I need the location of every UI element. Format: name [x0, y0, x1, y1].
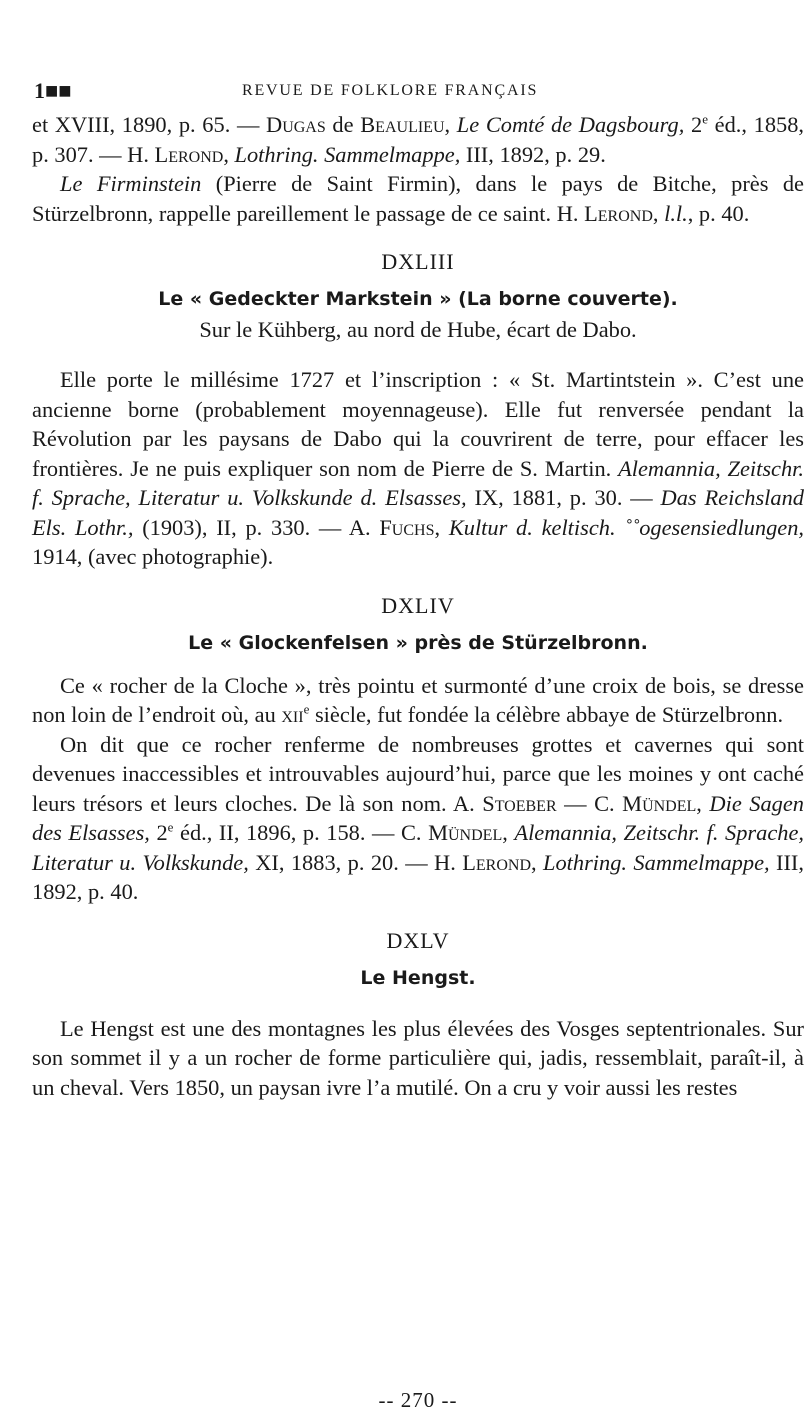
citation-title: Die Sagen des Elsasses, — [32, 790, 804, 845]
section-subtitle: Sur le Kühberg, au nord de Hube, écart de Dabo. — [199, 317, 637, 342]
citation-title: Le Firminstein — [60, 171, 202, 196]
citation-title: Lothring. Sammelmappe, — [234, 141, 461, 167]
page-number: -- 270 -- — [378, 1388, 458, 1412]
journal-title: REVUE DE FOLKLORE FRANÇAIS — [242, 82, 539, 99]
author-beaulieu: Beaulieu — [360, 112, 445, 137]
citation-title: Le Comté de Dagsbourg, — [456, 112, 685, 137]
section-number: DXLIII — [381, 249, 455, 274]
paragraph-firminstein: Le Firminstein (Pierre de Saint Firmin), dans le pays de Bitche, près de Stürzelbronn, rappelle pareillement le passage de ce saint. H. Lerond, l.l., p. 40. — [32, 171, 804, 226]
paragraph-continuation: et XVIII, 1890, p. 65. — Dugas de Beaulieu, Le Comté de Dagsbourg, 2e éd., 1858, p. 307. — H. Lerond, Lothring. Sammelmappe, III, 1892, p. 29. — [32, 111, 805, 167]
citation-title: Kultur d. keltisch. ˚˚ogesensiedlungen, — [448, 514, 804, 540]
author-lerond: Lerond — [154, 141, 224, 167]
section-title: Le « Gedeckter Markstein » (La borne couverte). — [158, 288, 678, 310]
author-mundel: Mündel — [428, 820, 503, 845]
paragraph: Elle porte le millésime 1727 et l’inscription : « St. Martintstein ». C’est une ancienne borne (probablement moyennageuse). Elle fut renversée pendant la Révolution par les paysans de Dabo qui la couvrirent de terre, pour effacer les frontières. Je ne puis expliquer son nom de Pierre de S. Martin. Alemannia, Zeitschr. f. Sprache, Literatur u. Volkskunde d. Elsasses, IX, 1881, p. 30. — Das Reichsland Els. Lothr., (1903), II, p. 330. — A. Fuchs, Kultur d. keltisch. ˚˚ogesensiedlungen, 1914, (avec photographie). — [32, 367, 805, 569]
citation-title: Das Reichsland Els. Lothr., — [32, 485, 804, 540]
section-title: Le Hengst. — [360, 966, 476, 989]
author-dugas: Dugas — [266, 112, 326, 137]
author-stoeber: Stoeber — [482, 790, 557, 816]
citation-title: Lothring. Sammelmappe, — [543, 849, 770, 875]
running-head — [32, 70, 804, 110]
author-lerond: Lerond — [462, 849, 532, 875]
book-page — [32, 70, 804, 1410]
author-lerond: Lerond — [584, 200, 653, 226]
section-number: DXLIV — [381, 592, 455, 618]
paragraph: Le Hengst est une des montagnes les plus élevées des Vosges septentrionales. Sur son sommet il y a un rocher de forme particulière qui, jadis, ressemblait, paraît-il, à un cheval. Vers 1850, un paysan ivre l’a mutilé. On a cru y voir aussi les restes — [32, 1015, 804, 1100]
paragraph: On dit que ce rocher renferme de nombreuses grottes et cavernes qui sont devenues inaccessibles et introuvables aujourd’hui, parce que les moines y ont caché leurs trésors et leurs cloches. De là son nom. A. Stoeber — C. Mündel, Die Sagen des Elsasses, 2e éd., II, 1896, p. 158. — C. Mündel, Alemannia, Zeitschr. f. Sprache, Literatur u. Volkskunde, XI, 1883, p. 20. — H. Lerond, Lothring. Sammelmappe, III, 1892, p. 40. — [32, 731, 804, 904]
body-text — [32, 110, 804, 1102]
citation-title: Alemannia, Zeitschr. f. Sprache, Literatur u. Volkskunde, — [32, 820, 804, 875]
citation-title: Alemannia, Zeitschr. f. Sprache, Literatur u. Volkskunde d. Elsasses, — [32, 455, 805, 510]
author-fuchs: Fuchs — [379, 514, 435, 540]
section-number: DXLV — [386, 927, 450, 953]
folio: 1■■ — [34, 78, 72, 103]
section-title: Le « Glockenfelsen » près de Stürzelbronn. — [188, 631, 648, 654]
author-mundel: Mündel — [622, 790, 697, 816]
paragraph: Ce « rocher de la Cloche », très pointu et surmonté d’une croix de bois, se dresse non loin de l’endroit où, au xii$^e$ siècle, fut fondée la célèbre abbaye de Stürzelbronn. — [32, 672, 804, 727]
